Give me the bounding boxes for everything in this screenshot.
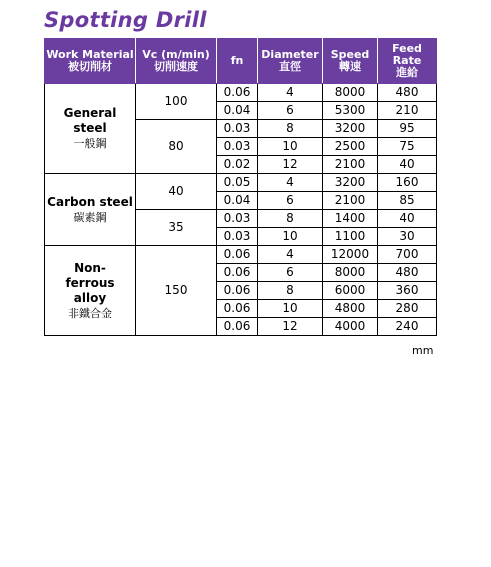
table-row [45,246,437,264]
fn-cell: 0.05 [217,174,258,192]
fn-cell: 0.06 [217,84,258,102]
diameter-cell: 12 [258,156,323,174]
diameter-cell: 4 [258,246,323,264]
header-diameter-en: Diameter [261,48,319,61]
header-fn-label: fn [230,54,244,67]
diameter-cell: 10 [258,300,323,318]
feed-cell: 95 [378,120,437,138]
header-material-en: Work Material [46,48,134,61]
header-speed-en: Speed [330,48,370,61]
fn-cell: 0.02 [217,156,258,174]
feed-cell: 85 [378,192,437,210]
header-vc [136,39,217,84]
speed-cell: 4800 [323,300,378,318]
material-zh: 非鐵合金 [68,306,112,320]
vc-cell: 80 [136,120,217,174]
diameter-cell: 6 [258,192,323,210]
feed-cell: 240 [378,318,437,336]
feed-cell: 480 [378,264,437,282]
header-diameter-zh: 直徑 [279,60,301,73]
feed-cell: 280 [378,300,437,318]
feed-cell: 160 [378,174,437,192]
table-row [45,84,437,102]
diameter-cell: 8 [258,120,323,138]
fn-cell: 0.06 [217,246,258,264]
table-row [45,174,437,192]
unit-label: mm [412,344,434,357]
diameter-cell: 8 [258,282,323,300]
vc-cell: 100 [136,84,217,120]
fn-cell: 0.06 [217,264,258,282]
feed-cell: 75 [378,138,437,156]
speed-cell: 12000 [323,246,378,264]
header-row [45,39,437,84]
speed-cell: 8000 [323,264,378,282]
header-vc-en: Vc (m/min) [142,48,210,61]
header-fn [217,39,258,84]
speed-cell: 2100 [323,156,378,174]
speed-cell: 3200 [323,174,378,192]
material-cell [45,84,136,174]
feed-cell: 210 [378,102,437,120]
speed-cell: 1100 [323,228,378,246]
feed-cell: 480 [378,84,437,102]
fn-cell: 0.03 [217,210,258,228]
header-feed-rate [378,39,437,84]
header-work-material [45,39,136,84]
fn-cell: 0.04 [217,192,258,210]
speed-cell: 1400 [323,210,378,228]
speed-cell: 6000 [323,282,378,300]
speed-cell: 4000 [323,318,378,336]
diameter-cell: 10 [258,138,323,156]
diameter-cell: 6 [258,102,323,120]
fn-cell: 0.03 [217,228,258,246]
speed-cell: 3200 [323,120,378,138]
material-en: Non-ferrous alloy [65,260,115,305]
header-speed-zh: 轉速 [339,60,361,73]
speed-cell: 2100 [323,192,378,210]
vc-cell: 35 [136,210,217,246]
vc-cell: 150 [136,246,217,336]
diameter-cell: 6 [258,264,323,282]
material-cell [45,174,136,246]
feed-cell: 40 [378,156,437,174]
fn-cell: 0.03 [217,138,258,156]
header-speed [323,39,378,84]
page-title: Spotting Drill [44,8,207,32]
header-feed-zh: 進給 [396,66,418,79]
diameter-cell: 8 [258,210,323,228]
feed-cell: 40 [378,210,437,228]
fn-cell: 0.03 [217,120,258,138]
feed-cell: 360 [378,282,437,300]
diameter-cell: 12 [258,318,323,336]
diameter-cell: 10 [258,228,323,246]
fn-cell: 0.06 [217,300,258,318]
speed-cell: 8000 [323,84,378,102]
material-zh: 一般鋼 [73,137,107,150]
material-en: Carbon steel [47,194,133,209]
feed-cell: 700 [378,246,437,264]
header-material-zh: 被切削材 [68,60,112,73]
material-zh: 碳素鋼 [73,210,107,224]
diameter-cell: 4 [258,84,323,102]
cutting-data-table [44,38,437,336]
material-en: General steel [63,106,117,135]
fn-cell: 0.04 [217,102,258,120]
fn-cell: 0.06 [217,318,258,336]
header-feed-en: Feed Rate [392,42,422,67]
header-vc-zh: 切削速度 [154,60,198,73]
header-diameter [258,39,323,84]
material-cell [45,246,136,336]
fn-cell: 0.06 [217,282,258,300]
diameter-cell: 4 [258,174,323,192]
vc-cell: 40 [136,174,217,210]
speed-cell: 2500 [323,138,378,156]
speed-cell: 5300 [323,102,378,120]
feed-cell: 30 [378,228,437,246]
